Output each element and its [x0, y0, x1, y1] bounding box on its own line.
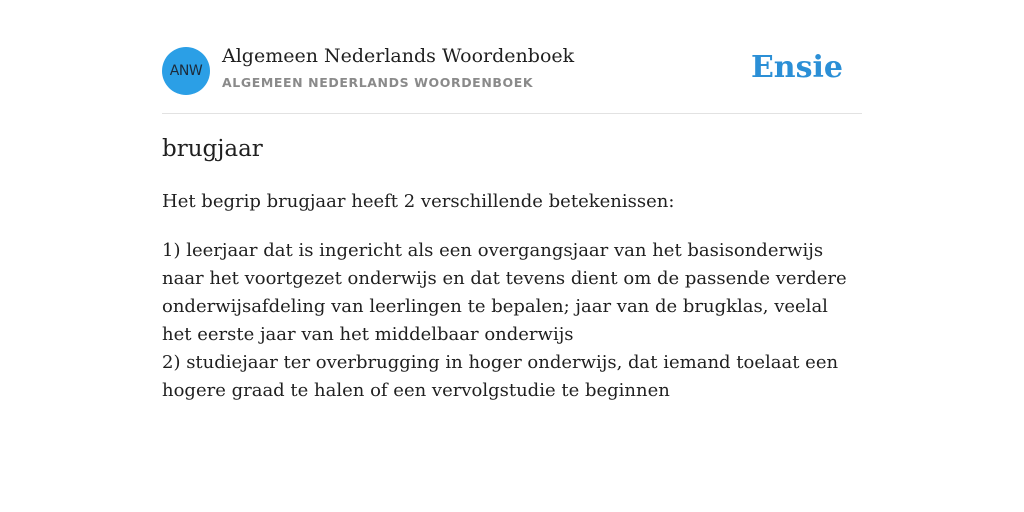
page-title: brugjaar — [162, 136, 263, 162]
source-header — [162, 0, 862, 114]
source-subtitle: ALGEMEEN NEDERLANDS WOORDENBOEK — [222, 75, 534, 90]
entry-card — [162, 0, 862, 401]
source-title[interactable]: Algemeen Nederlands Woordenboek — [222, 45, 575, 67]
definition-item: 2) studiejaar ter overbrugging in hoger onderwijs, dat iemand toelaat een hogere graad te halen of een vervolgstudie te beginnen — [162, 352, 839, 401]
definition-intro: Het begrip brugjaar heeft 2 verschillende betekenissen: — [162, 191, 675, 212]
ensie-logo[interactable]: Ensie — [750, 50, 843, 85]
anw-logo-icon[interactable]: ANW — [162, 47, 210, 95]
definition-list — [162, 237, 862, 405]
definition-item: 1) leerjaar dat is ingericht als een overgangsjaar van het basisonderwijs naar het voortgezet onderwijs en dat tevens dient om de passende verdere onderwijsafdeling van leerlingen te bepalen; jaar van de brugklas, veelal het eerste jaar van het middelbaar onderwijs — [162, 240, 847, 345]
